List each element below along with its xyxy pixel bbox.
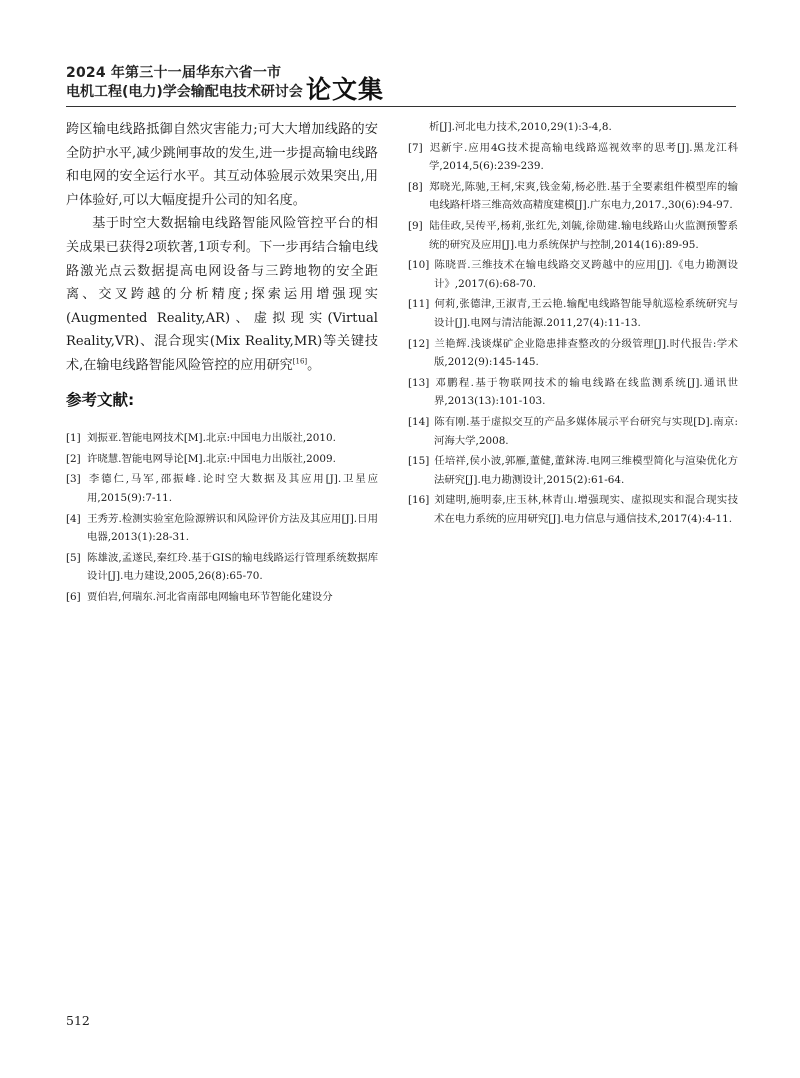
header-divider <box>66 106 736 107</box>
reference-item <box>408 178 738 215</box>
reference-number: [12] <box>408 337 430 350</box>
reference-item <box>408 295 738 332</box>
left-column <box>66 118 378 603</box>
reference-text: 许晓慧.智能电网导论[M].北京:中国电力出版社,2009. <box>87 452 336 465</box>
reference-text: 陈雄波,孟遂民,秦红玲.基于GIS的输电线路运行管理系统数据库设计[J].电力建设,2005,26(8):65-70. <box>87 551 378 583</box>
reference-text: 陈晓晋.三维技术在输电线路交叉跨越中的应用[J].《电力勘测设计》,2017(6):68-70. <box>434 259 738 290</box>
reference-text: 王秀芳.检测实验室危险源辨识和风险评价方法及其应用[J].日用电器,2013(1):28-31. <box>87 512 378 544</box>
reference-item <box>408 139 738 176</box>
reference-continuation: 析[J].河北电力技术,2010,29(1):3-4,8. <box>429 121 612 133</box>
reference-item <box>66 450 378 469</box>
reference-text: 刘建明,施明泰,庄玉林,林青山.增强现实、虚拟现实和混合现实技术在电力系统的应用研究[J].电力信息与通信技术,2017(4):4-11. <box>434 494 738 525</box>
reference-number: [15] <box>408 455 430 468</box>
reference-number: [5] <box>66 551 81 564</box>
body-paragraph-2 <box>66 212 378 377</box>
reference-number: [3] <box>66 473 81 486</box>
reference-item <box>408 256 738 293</box>
reference-number: [16] <box>408 494 430 507</box>
right-column <box>408 118 738 531</box>
reference-item <box>408 491 738 528</box>
reference-text: 邓鹏程.基于物联网技术的输电线路在线监测系统[J].通讯世界,2013(13):101-103. <box>434 376 738 408</box>
reference-number: [11] <box>408 298 430 311</box>
reference-number: [7] <box>408 141 423 154</box>
reference-text: 陆佳政,吴传平,杨莉,张红先,刘毓,徐勋建.输电线路山火监测预警系统的研究及应用[J].电力系统保护与控制,2014(16):89-95. <box>429 220 738 251</box>
reference-number: [13] <box>408 376 430 389</box>
reference-item <box>66 588 378 607</box>
reference-text: 迟新宇.应用4G技术提高输电线路巡视效率的思考[J].黑龙江科学,2014,5(6):239-239. <box>429 141 738 173</box>
reference-number: [8] <box>408 180 423 193</box>
body-paragraph-2-text: 基于时空大数据输电线路智能风险管控平台的相关成果已获得2项软著,1项专利。下一步再结合输电线路激光点云数据提高电网设备与三跨地物的安全距离、交叉跨越的分析精度;探索运用增强现实(Augmented Reality,AR)、虚拟现实(Virtual Reality,VR)、混合现实(Mix Reality,MR)等关键技术,在输电线路智能风险管控的应用研究 <box>66 216 378 373</box>
reference-text: 任培祥,侯小波,郭雁,董健,董鉥涛.电网三维模型简化与渲染优化方法研究[J].电力勘测设计,2015(2):61-64. <box>434 455 738 486</box>
page-number: 512 <box>66 1013 90 1028</box>
reference-item <box>66 429 378 448</box>
reference-text: 刘振亚.智能电网技术[M].北京:中国电力出版社,2010. <box>87 432 336 444</box>
reference-list-right <box>408 118 738 528</box>
reference-number: [1] <box>66 432 81 444</box>
reference-number: [14] <box>408 416 430 428</box>
reference-number: [6] <box>66 590 81 603</box>
reference-item <box>66 470 378 507</box>
references-heading: 参考文献: <box>66 391 135 409</box>
reference-number: [9] <box>408 220 423 233</box>
reference-text: 贾伯岩,何瑞东.河北省南部电网输电环节智能化建设分 <box>87 590 333 603</box>
reference-item <box>66 549 378 586</box>
reference-item <box>408 374 738 411</box>
reference-number: [4] <box>66 512 81 525</box>
reference-list-left <box>66 429 378 609</box>
reference-number: [10] <box>408 259 430 272</box>
reference-text: 郑晓光,陈驰,王柯,宋爽,钱金菊,杨必胜.基于全要素组件模型库的输电线路杆塔三维高效高精度建模[J].广东电力,2017.,30(6):94-97. <box>429 180 738 212</box>
reference-item <box>408 413 738 450</box>
header-conference-line2: 电机工程(电力)学会输配电技术研讨会 <box>66 84 303 100</box>
header-conference-line1: 2024 年第三十一届华东六省一市 <box>66 65 282 81</box>
reference-item <box>408 217 738 254</box>
citation-superscript: [16] <box>292 357 308 366</box>
reference-item <box>408 335 738 372</box>
body-paragraph-1: 跨区输电线路抵御自然灾害能力;可大大增加线路的安全防护水平,减少跳闸事故的发生,进一步提高输电线路和电网的安全运行水平。其互动体验展示效果突出,用户体验好,可以大幅度提升公司的知名度。 <box>66 122 378 208</box>
reference-number: [2] <box>66 452 81 465</box>
reference-text: 李德仁,马军,邵振峰.论时空大数据及其应用[J].卫星应用,2015(9):7-11. <box>87 473 378 504</box>
header-proceedings-title: 论文集 <box>306 75 385 104</box>
reference-text: 兰艳辉.浅谈煤矿企业隐患排查整改的分级管理[J].时代报告:学术版,2012(9):145-145. <box>434 337 738 369</box>
reference-item <box>408 452 738 489</box>
reference-text: 陈有刚.基于虚拟交互的产品多媒体展示平台研究与实现[D].南京:河海大学,2008. <box>434 416 738 447</box>
reference-text: 何莉,张德津,王淑青,王云艳.输配电线路智能导航巡检系统研究与设计[J].电网与清洁能源.2011,27(4):11-13. <box>434 298 738 329</box>
body-paragraph-2-end: 。 <box>307 357 321 373</box>
running-header <box>66 64 736 104</box>
reference-item <box>66 510 378 547</box>
